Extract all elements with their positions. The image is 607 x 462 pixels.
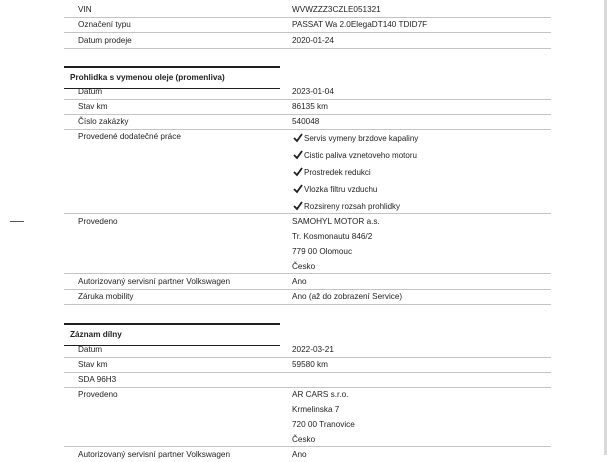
ws-partner-value: Ano: [292, 450, 307, 459]
ws-done-by-line: 720 00 Tranovice: [292, 420, 355, 429]
sale-label: Datum prodeje: [78, 36, 132, 45]
ws-done-by-line: Krmelinska 7: [292, 405, 340, 414]
oil-mobility-label: Záruka mobility: [78, 292, 134, 301]
oil-done-by-line: 779 00 Olomouc: [292, 247, 353, 256]
vin-row: [64, 2, 551, 18]
oil-done-by-line: Česko: [292, 262, 316, 271]
ws-km-value: 59580 km: [292, 360, 328, 369]
oil-date-row: [64, 84, 551, 100]
ws-done-by-label: Provedeno: [78, 390, 118, 399]
oil-mobility-row: [64, 289, 551, 305]
oil-km-value: 86135 km: [292, 102, 328, 111]
sale-value: 2020-01-24: [292, 36, 334, 45]
margin-mark: [10, 221, 24, 222]
oil-partner-value: Ano: [292, 277, 307, 286]
ws-km-row: [64, 357, 551, 373]
ws-partner-label: Autorizovaný servisní partner Volkswagen: [78, 450, 230, 459]
check-icon: [292, 166, 304, 178]
oil-km-row: [64, 99, 551, 115]
vin-label: VIN: [78, 5, 92, 14]
type-row: [64, 17, 551, 33]
ws-date-label: Datum: [78, 345, 103, 354]
oil-extra-item: Cistic paliva vznetoveho motoru: [304, 151, 417, 160]
type-label: Označení typu: [78, 20, 131, 29]
ws-date-row: [64, 342, 551, 358]
oil-partner-row: [64, 274, 551, 290]
ws-done-by-line: AR CARS s.r.o.: [292, 390, 349, 399]
oil-km-label: Stav km: [78, 102, 108, 111]
oil-service-title: Prohlidka s vymenou oleje (promenliva): [70, 73, 225, 82]
oil-extra-item: Rozsireny rozsah prohlidky: [304, 202, 401, 211]
oil-done-by-label: Provedeno: [78, 217, 118, 226]
check-icon: [292, 149, 304, 161]
oil-extra-item: Servis vymeny brzdove kapaliny: [304, 134, 419, 143]
oil-partner-label: Autorizovaný servisní partner Volkswagen: [78, 277, 230, 286]
oil-date-value: 2023-01-04: [292, 87, 334, 96]
oil-order-row: [64, 114, 551, 130]
oil-extra-row: [64, 129, 551, 214]
ws-done-by-row: [64, 387, 551, 447]
ws-km-label: Stav km: [78, 360, 108, 369]
oil-done-by-line: Tr. Kosmonautu 846/2: [292, 232, 373, 241]
oil-done-by-row: [64, 214, 551, 274]
ws-date-value: 2022-03-21: [292, 345, 334, 354]
sale-row: [64, 33, 551, 49]
ws-done-by-line: Česko: [292, 435, 316, 444]
oil-extra-label: Provedené dodatečné práce: [78, 132, 181, 141]
oil-extra-item: Prostredek redukci: [304, 168, 371, 177]
oil-done-by-line: SAMOHYL MOTOR a.s.: [292, 217, 380, 226]
type-value: PASSAT Wa 2.0ElegaDT140 TDID7F: [292, 20, 428, 29]
workshop-title: Záznam dílny: [70, 330, 122, 339]
oil-extra-item: Vlozka filtru vzduchu: [304, 185, 378, 194]
ws-code-label: SDA 96H3: [78, 375, 117, 384]
oil-order-label: Číslo zakázky: [78, 117, 129, 126]
ws-code-row: [64, 372, 551, 388]
check-icon: [292, 183, 304, 195]
check-icon: [292, 132, 304, 144]
vin-value: WVWZZZ3CZLE051321: [292, 5, 381, 14]
check-icon: [292, 200, 304, 212]
oil-date-label: Datum: [78, 87, 103, 96]
oil-order-value: 540048: [292, 117, 320, 126]
oil-mobility-value: Ano (až do zobrazení Service): [292, 292, 403, 301]
